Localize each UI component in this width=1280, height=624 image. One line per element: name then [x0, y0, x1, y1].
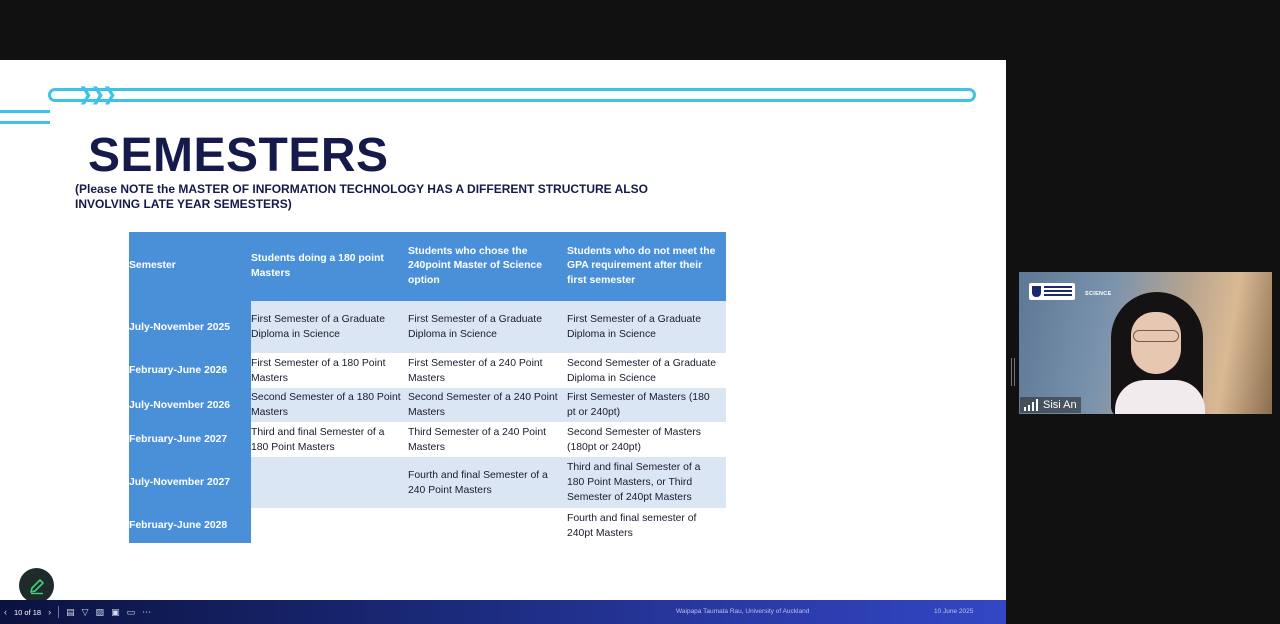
table-cell: First Semester of Masters (180 pt or 240pt): [567, 388, 726, 422]
slide-footer-text: Waipapa Taumata Rau, University of Auckland: [676, 608, 810, 615]
semester-cell: February-June 2026: [129, 353, 251, 388]
signal-icon: [1024, 399, 1038, 411]
participant-name: Sisi An: [1043, 399, 1077, 411]
table-cell: Second Semester of a 180 Point Masters: [251, 388, 408, 422]
chat-icon[interactable]: ▭: [126, 606, 136, 617]
slide-note: (Please NOTE the MASTER OF INFORMATION TECHNOLOGY HAS A DIFFERENT STRUCTURE ALSO INVOLVING LATE YEAR SEMESTERS): [75, 182, 648, 211]
table-cell: Second Semester of a 240 Point Masters: [408, 388, 567, 422]
table-cell: First Semester of a Graduate Diploma in Science: [408, 301, 567, 353]
screen-icon[interactable]: ▨: [95, 606, 105, 617]
table-cell: Third and final Semester of a 180 Point Masters, or Third Semester of 240pt Masters: [567, 457, 726, 508]
table-row: [129, 508, 726, 543]
slide-title: SEMESTERS: [88, 129, 389, 182]
decorative-chevrons: ❯❯❯: [78, 84, 115, 104]
background-label: SCIENCE: [1085, 291, 1112, 297]
semester-cell: February-June 2028: [129, 508, 251, 543]
table-cell: Fourth and final semester of 240pt Masters: [567, 512, 697, 539]
slide-footer-date: 10 June 2025: [934, 608, 974, 615]
semester-cell: July-November 2026: [129, 388, 251, 422]
semester-cell: July-November 2027: [129, 457, 251, 508]
presenter-toolbar: [0, 600, 1006, 624]
table-cell: Fourth and final Semester of a 240 Point Masters: [408, 457, 567, 508]
table-cell: First Semester of a 180 Point Masters: [251, 357, 386, 384]
participant-video-tile[interactable]: [1019, 272, 1272, 414]
slide-nav-controls: [4, 604, 151, 620]
table-header-cell: Semester: [129, 232, 251, 301]
page-indicator: 10 of 18: [14, 607, 42, 617]
more-icon[interactable]: ⋯: [142, 606, 152, 617]
table-row: [129, 353, 726, 388]
chevron-left-icon[interactable]: ‹: [4, 607, 7, 617]
table-cell: [251, 508, 408, 543]
chevron-right-icon[interactable]: ›: [48, 607, 52, 617]
table-cell: Second Semester of a Graduate Diploma in Science: [567, 357, 717, 384]
table-header-cell: Students who do not meet the GPA requirement after their first semester: [567, 232, 726, 301]
presentation-slide: [0, 60, 1006, 600]
camera-icon[interactable]: ▣: [111, 606, 120, 617]
table-row: [129, 388, 726, 422]
table-cell: Third and final Semester of a 180 Point Masters: [251, 426, 385, 453]
table-row: [129, 457, 726, 508]
semester-cell: July-November 2025: [129, 301, 251, 353]
semester-cell: February-June 2027: [129, 422, 251, 457]
table-cell: Second Semester of Masters (180pt or 240pt): [567, 426, 701, 453]
university-logo: [1029, 283, 1075, 300]
participant-glasses: [1133, 330, 1179, 342]
decorative-line-left: [0, 110, 50, 124]
subtitles-icon[interactable]: ▤: [66, 606, 75, 617]
pencil-icon: [28, 577, 46, 595]
pointer-icon[interactable]: ▽: [81, 606, 89, 617]
resize-handle[interactable]: [1011, 358, 1015, 386]
table-cell: [251, 457, 408, 508]
table-cell: First Semester of a 240 Point Masters: [408, 357, 543, 384]
participant-shirt: [1115, 380, 1205, 414]
decorative-line: [48, 88, 976, 102]
participant-face: [1131, 312, 1181, 374]
table-cell: [408, 508, 567, 543]
table-cell: First Semester of a Graduate Diploma in Science: [567, 301, 726, 353]
table-header-cell: Students doing a 180 point Masters: [251, 232, 408, 301]
table-header-row: [129, 232, 726, 301]
semesters-table: [129, 232, 726, 543]
table-header-cell: Students who chose the 240point Master of Science option: [408, 232, 567, 301]
table-cell: First Semester of a Graduate Diploma in Science: [251, 301, 408, 353]
annotate-button[interactable]: [19, 568, 54, 603]
toolbar-divider: [58, 606, 59, 618]
participant-name-tag: [1020, 397, 1081, 413]
table-row: [129, 301, 726, 353]
table-cell: Third Semester of a 240 Point Masters: [408, 426, 547, 453]
table-row: [129, 422, 726, 457]
